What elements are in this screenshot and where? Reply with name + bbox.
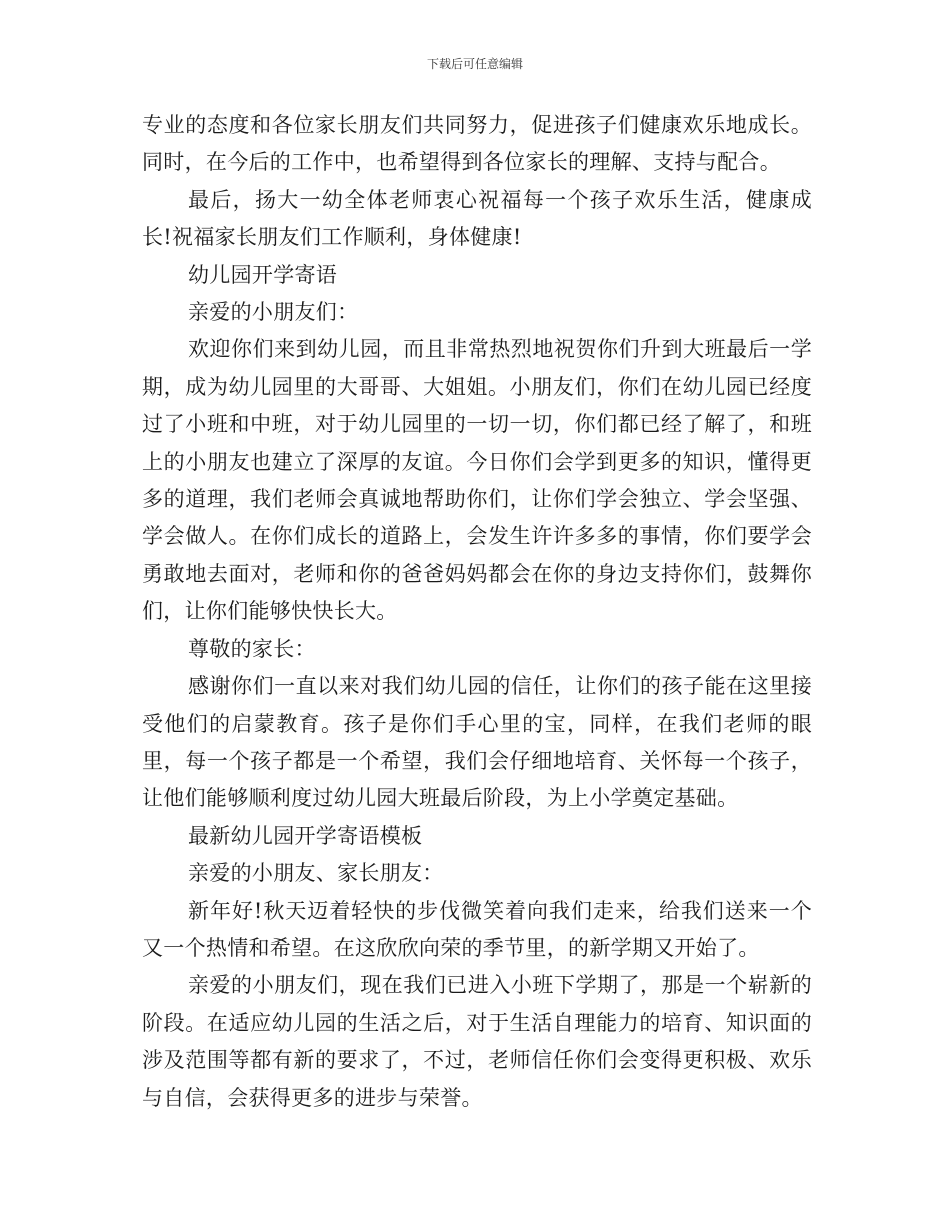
paragraph: 感谢你们一直以来对我们幼儿园的信任，让你们的孩子能在这里接受他们的启蒙教育。孩子是你们手心里的宝，同样，在我们老师的眼里，每一个孩子都是一个希望，我们会仔细地培育、关怀每一个孩子，让他们能够顺利度过幼儿园大班最后阶段，为上小学奠定基础。 [142, 674, 812, 811]
section-heading: 幼儿园开学寄语 [188, 262, 338, 287]
page-header: 下载后可任意编辑 [426, 57, 523, 71]
salutation: 尊敬的家长： [188, 636, 316, 661]
salutation: 亲爱的小朋友、家长朋友： [188, 861, 444, 886]
paragraph: 最后，扬大一幼全体老师衷心祝福每一个孩子欢乐生活，健康成长!祝福家长朋友们工作顺利，身体健康! [142, 187, 812, 250]
paragraph: 欢迎你们来到幼儿园，而且非常热烈地祝贺你们升到大班最后一学期，成为幼儿园里的大哥哥、大姐姐。小朋友们，你们在幼儿园已经度过了小班和中班，对于幼儿园里的一切一切，你们都已经了解了，和班上的小朋友也建立了深厚的友谊。今日你们会学到更多的知识，懂得更多的道理，我们老师会真诚地帮助你们，让你们学会独立、学会坚强、学会做人。在你们成长的道路上，会发生许许多多的事情，你们要学会勇敢地去面对，老师和你的爸爸妈妈都会在你的身边支持你们，鼓舞你们，让你们能够快快长大。 [142, 337, 812, 624]
paragraph: 新年好!秋天迈着轻快的步伐微笑着向我们走来，给我们送来一个又一个热情和希望。在这欣欣向荣的季节里，的新学期又开始了。 [142, 898, 812, 960]
salutation: 亲爱的小朋友们： [188, 300, 359, 325]
section-heading: 最新幼儿园开学寄语模板 [188, 823, 423, 848]
paragraph: 专业的态度和各位家长朋友们共同努力，促进孩子们健康欢乐地成长。同时，在今后的工作中，也希望得到各位家长的理解、支持与配合。 [142, 113, 812, 175]
document-body [142, 107, 812, 1117]
paragraph: 亲爱的小朋友们，现在我们已进入小班下学期了，那是一个崭新的阶段。在适应幼儿园的生活之后，对于生活自理能力的培育、知识面的涉及范围等都有新的要求了，不过，老师信任你们会变得更积极、欢乐与自信，会获得更多的进步与荣誉。 [142, 973, 812, 1110]
